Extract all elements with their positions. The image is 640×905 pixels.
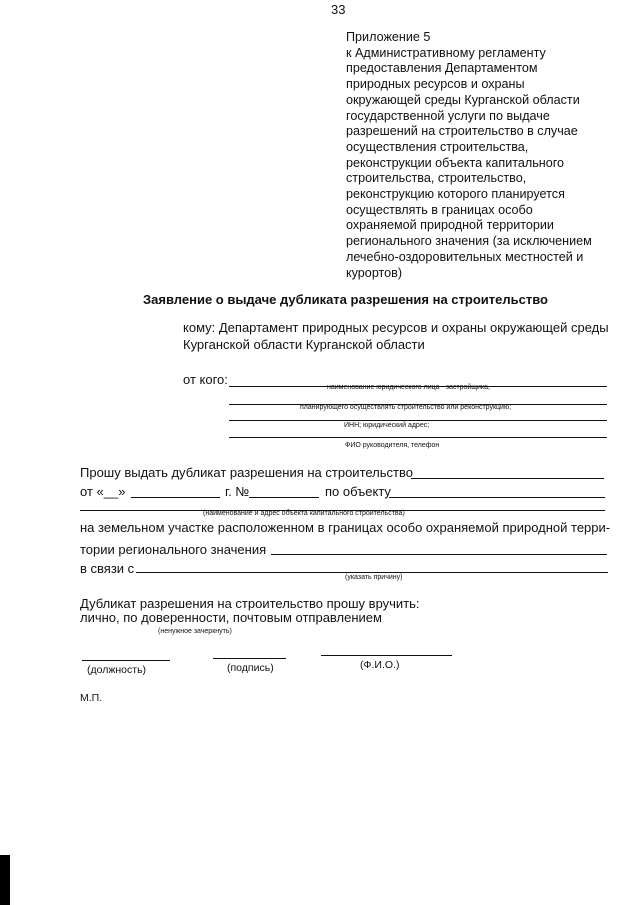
- request-text: Прошу выдать дубликат разрешения на строительство: [80, 465, 413, 480]
- number-label: г. №: [225, 484, 250, 499]
- signature-field-line[interactable]: [213, 658, 286, 659]
- appendix-line: осуществления строительства,: [346, 139, 529, 154]
- page-number: 33: [331, 2, 346, 17]
- appendix-line: курортов): [346, 265, 403, 280]
- deliver-options[interactable]: лично, по доверенности, почтовым отправлением: [80, 610, 382, 625]
- scan-edge-bar: [0, 855, 10, 905]
- appendix-line: окружающей среды Курганской области: [346, 92, 580, 107]
- appendix-line: строительства, строительство,: [346, 171, 527, 186]
- recipient-line-1: кому: Департамент природных ресурсов и охраны окружающей среды: [183, 320, 609, 335]
- appendix-line: лечебно-оздоровительных местностей и: [346, 249, 584, 264]
- from-hint-2: планирующего осуществлять строительство или реконструкцию;: [300, 404, 512, 411]
- appendix-header: [346, 30, 636, 281]
- object-field-line[interactable]: [389, 497, 605, 498]
- object-hint: (наименование и адрес объекта капитального строительства): [203, 510, 405, 517]
- appendix-line: природных ресурсов и охраны: [346, 77, 525, 92]
- reason-label: в связи с: [80, 561, 135, 576]
- from-label: от кого:: [183, 372, 228, 387]
- appendix-line: Приложение 5: [346, 30, 431, 44]
- deliver-text: Дубликат разрешения на строительство прошу вручить:: [80, 596, 420, 611]
- position-caption: (должность): [87, 664, 147, 676]
- date-field-line[interactable]: [131, 497, 220, 498]
- land-plot-line-2: тории регионального значения: [80, 542, 267, 557]
- appendix-line: реконструкцию которого планируется: [346, 187, 565, 202]
- stamp-label: М.П.: [80, 692, 103, 704]
- reason-hint: (указать причину): [345, 574, 403, 581]
- signature-caption: (подпись): [227, 662, 274, 674]
- name-caption: (Ф.И.О.): [360, 659, 400, 671]
- appendix-line: регионального значения (за исключением: [346, 234, 592, 249]
- land-plot-line-1: на земельном участке расположенном в границах особо охраняемой природной терри-: [80, 520, 611, 535]
- appendix-line: реконструкции объекта капитального: [346, 155, 565, 170]
- number-field-line[interactable]: [249, 497, 319, 498]
- from-hint-4: ФИО руководителя, телефон: [345, 442, 440, 449]
- from-hint-3: ИНН; юридический адрес;: [344, 422, 430, 429]
- appendix-line: государственной услуги по выдаче: [346, 108, 550, 123]
- appendix-line: предоставления Департаментом: [346, 61, 538, 76]
- recipient-line-2: Курганской области Курганской области: [183, 337, 425, 352]
- land-field-line[interactable]: [271, 554, 607, 555]
- position-field-line[interactable]: [82, 660, 170, 661]
- appendix-line: осуществлять в границах особо: [346, 202, 533, 217]
- document-title: Заявление о выдаче дубликата разрешения на строительство: [143, 292, 548, 307]
- from-field-line[interactable]: [229, 437, 607, 438]
- strike-hint: (ненужное зачеркнуть): [158, 628, 232, 635]
- appendix-line: разрешений на строительство в случае: [346, 124, 578, 139]
- object-label: по объекту: [325, 484, 391, 499]
- name-field-line[interactable]: [321, 655, 452, 656]
- from-hint-1: наименование юридического лица - застройщика,: [327, 384, 490, 391]
- appendix-line: к Административному регламенту: [346, 45, 546, 60]
- permit-field-line[interactable]: [411, 478, 604, 479]
- date-prefix: от «__»: [80, 484, 126, 499]
- appendix-line: охраняемой природной территории: [346, 218, 554, 233]
